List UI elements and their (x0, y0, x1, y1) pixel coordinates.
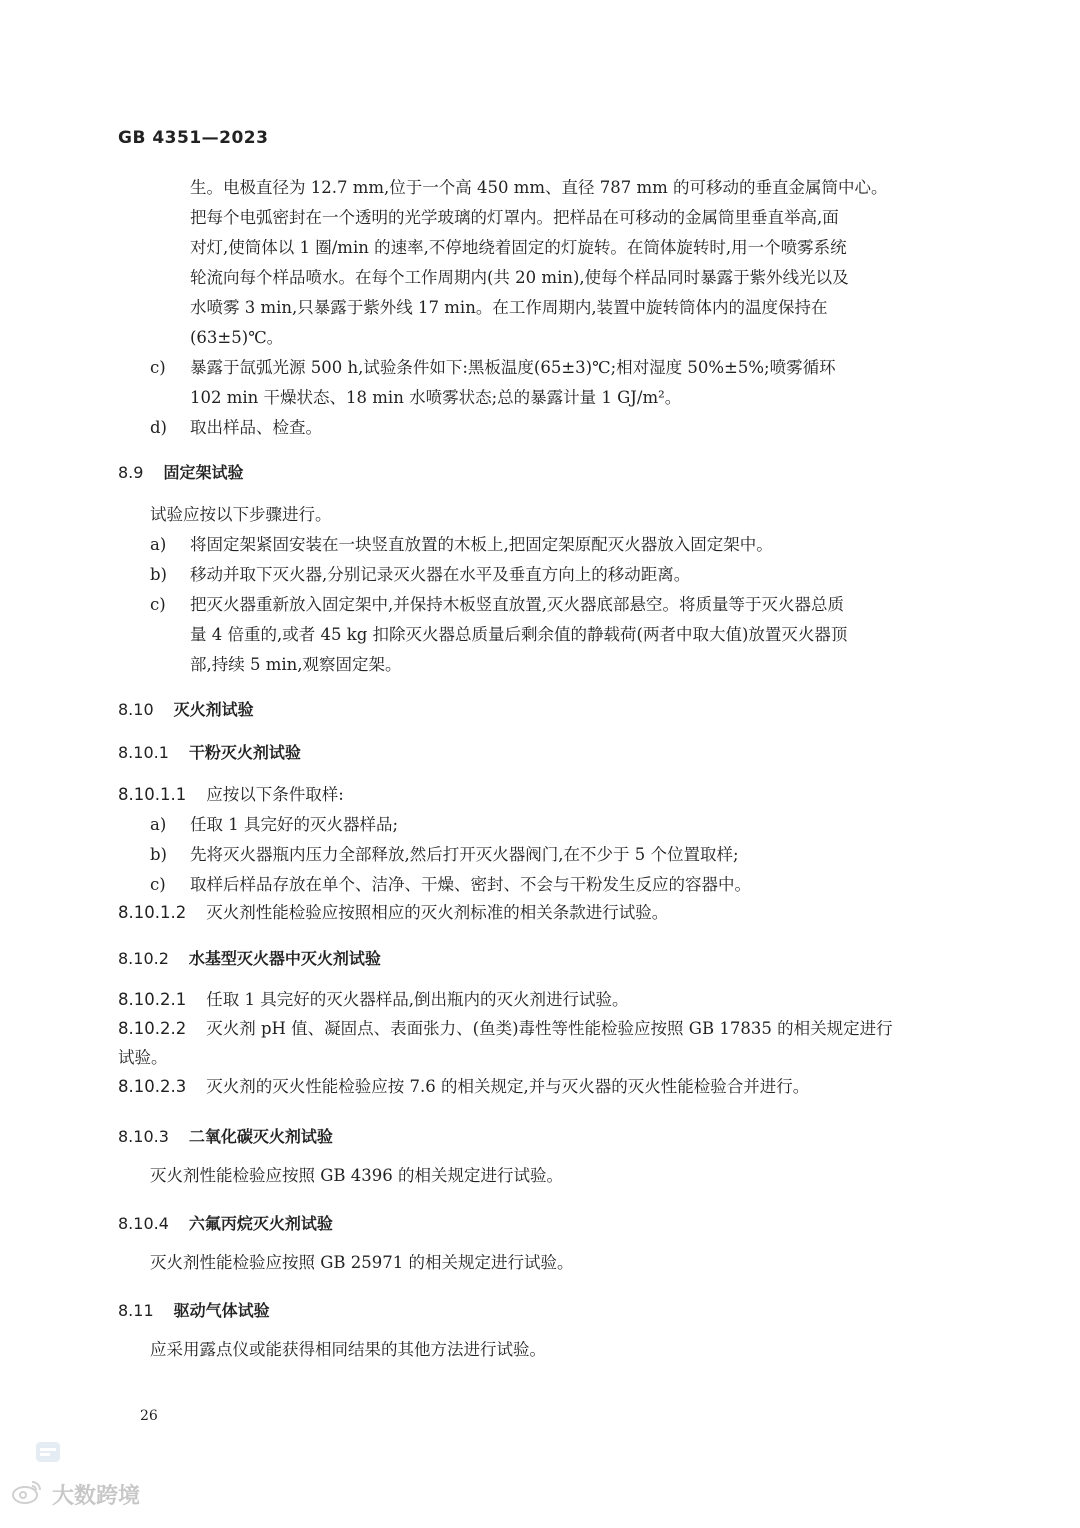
section-number: 8.10 (118, 700, 154, 719)
clause-text: 灭火剂的灭火性能检验应按 7.6 的相关规定,并与灭火器的灭火性能检验合并进行。 (206, 1077, 810, 1096)
clause-number: 8.10.1.2 (118, 903, 187, 922)
watermark-text: 大数跨境 (52, 1483, 141, 1509)
list-item-text: 把灭火器重新放入固定架中,并保持木板竖直放置,灭火器底部悬空。将质量等于灭火器总质 (190, 595, 844, 614)
clause (118, 1077, 809, 1097)
standard-number: GB 4351—2023 (118, 128, 269, 148)
para-line: 把每个电弧密封在一个透明的光学玻璃的灯罩内。把样品在可移动的金属筒里垂直举高,面 (190, 208, 839, 227)
clause-text: 任取 1 具完好的灭火器样品,倒出瓶内的灭火剂进行试验。 (206, 990, 629, 1009)
para-line: 轮流向每个样品喷水。在每个工作周期内(共 20 min),使每个样品同时暴露于紫外线光以及 (190, 268, 849, 287)
clause (118, 990, 628, 1010)
paragraph: 灭火剂性能检验应按照 GB 25971 的相关规定进行试验。 (150, 1253, 574, 1272)
list-marker: b) (150, 845, 167, 864)
list-item-text: 部,持续 5 min,观察固定架。 (190, 655, 402, 674)
list-marker: b) (150, 565, 167, 584)
list-item-text: 将固定架紧固安装在一块竖直放置的木板上,把固定架原配灭火器放入固定架中。 (190, 535, 773, 554)
list-marker: c) (150, 358, 166, 377)
section-title: 干粉灭火剂试验 (188, 743, 301, 762)
paragraph: 灭火剂性能检验应按照 GB 4396 的相关规定进行试验。 (150, 1166, 564, 1185)
list-item-text: 任取 1 具完好的灭火器样品; (190, 815, 399, 834)
list-item-text: 102 min 干燥状态、18 min 水喷雾状态;总的暴露计量 1 GJ/m²。 (190, 388, 682, 407)
weibo-icon (10, 1478, 44, 1510)
clause-text: 灭火剂性能检验应按照相应的灭火剂标准的相关条款进行试验。 (206, 903, 669, 922)
list-marker: d) (150, 418, 167, 437)
section-heading (118, 1124, 333, 1147)
page-number: 26 (140, 1408, 158, 1424)
list-item-text: 取样后样品存放在单个、洁净、干燥、密封、不会与干粉发生反应的容器中。 (190, 875, 751, 894)
brand-logo-icon (34, 1440, 62, 1468)
clause-number: 8.10.1.1 (118, 785, 187, 804)
section-heading (118, 1211, 333, 1234)
section-heading (118, 460, 243, 483)
section-heading (118, 697, 254, 720)
list-item-text: 移动并取下灭火器,分别记录灭火器在水平及垂直方向上的移动距离。 (190, 565, 691, 584)
clause (118, 785, 344, 805)
section-number: 8.10.2 (118, 949, 169, 968)
clause-continuation: 试验。 (118, 1048, 168, 1067)
section-heading (118, 946, 381, 969)
section-title: 固定架试验 (163, 463, 244, 482)
paragraph: 试验应按以下步骤进行。 (150, 505, 332, 524)
section-heading (118, 1298, 270, 1321)
list-item-text: 量 4 倍重的,或者 45 kg 扣除灭火器总质量后剩余值的静载荷(两者中取大值)放置灭火器顶 (190, 625, 848, 644)
clause-text: 灭火剂 pH 值、凝固点、表面张力、(鱼类)毒性等性能检验应按照 GB 17835 的相关规定进行 (206, 1019, 893, 1038)
watermark (10, 1478, 140, 1510)
clause-number: 8.10.2.2 (118, 1019, 187, 1038)
list-marker: c) (150, 875, 166, 894)
list-item-text: 暴露于氙弧光源 500 h,试验条件如下:黑板温度(65±3)℃;相对湿度 50%±5%;喷雾循环 (190, 358, 836, 377)
clause-number: 8.10.2.3 (118, 1077, 187, 1096)
clause-text: 应按以下条件取样: (206, 785, 344, 804)
para-line: (63±5)℃。 (190, 328, 284, 347)
para-line: 对灯,使筒体以 1 圈/min 的速率,不停地绕着固定的灯旋转。在筒体旋转时,用一个喷雾系统 (190, 238, 847, 257)
list-marker: a) (150, 535, 167, 554)
section-number: 8.10.4 (118, 1214, 169, 1233)
section-number: 8.11 (118, 1301, 154, 1320)
section-heading (118, 740, 301, 763)
paragraph: 应采用露点仪或能获得相同结果的其他方法进行试验。 (150, 1340, 546, 1359)
para-line: 生。电极直径为 12.7 mm,位于一个高 450 mm、直径 787 mm 的可移动的垂直金属筒中心。 (190, 178, 888, 197)
para-line: 水喷雾 3 min,只暴露于紫外线 17 min。在工作周期内,装置中旋转筒体内的温度保持在 (190, 298, 828, 317)
section-number: 8.10.1 (118, 743, 169, 762)
section-number: 8.9 (118, 463, 144, 482)
list-item-text: 先将灭火器瓶内压力全部释放,然后打开灭火器阀门,在不少于 5 个位置取样; (190, 845, 739, 864)
clause-number: 8.10.2.1 (118, 990, 187, 1009)
section-title: 灭火剂试验 (173, 700, 254, 719)
list-marker: a) (150, 815, 167, 834)
clause (118, 903, 668, 923)
list-marker: c) (150, 595, 166, 614)
clause (118, 1019, 893, 1039)
section-title: 水基型灭火器中灭火剂试验 (188, 949, 381, 968)
section-number: 8.10.3 (118, 1127, 169, 1146)
section-title: 六氟丙烷灭火剂试验 (188, 1214, 333, 1233)
list-item-text: 取出样品、检查。 (190, 418, 322, 437)
section-title: 二氧化碳灭火剂试验 (188, 1127, 333, 1146)
section-title: 驱动气体试验 (173, 1301, 270, 1320)
